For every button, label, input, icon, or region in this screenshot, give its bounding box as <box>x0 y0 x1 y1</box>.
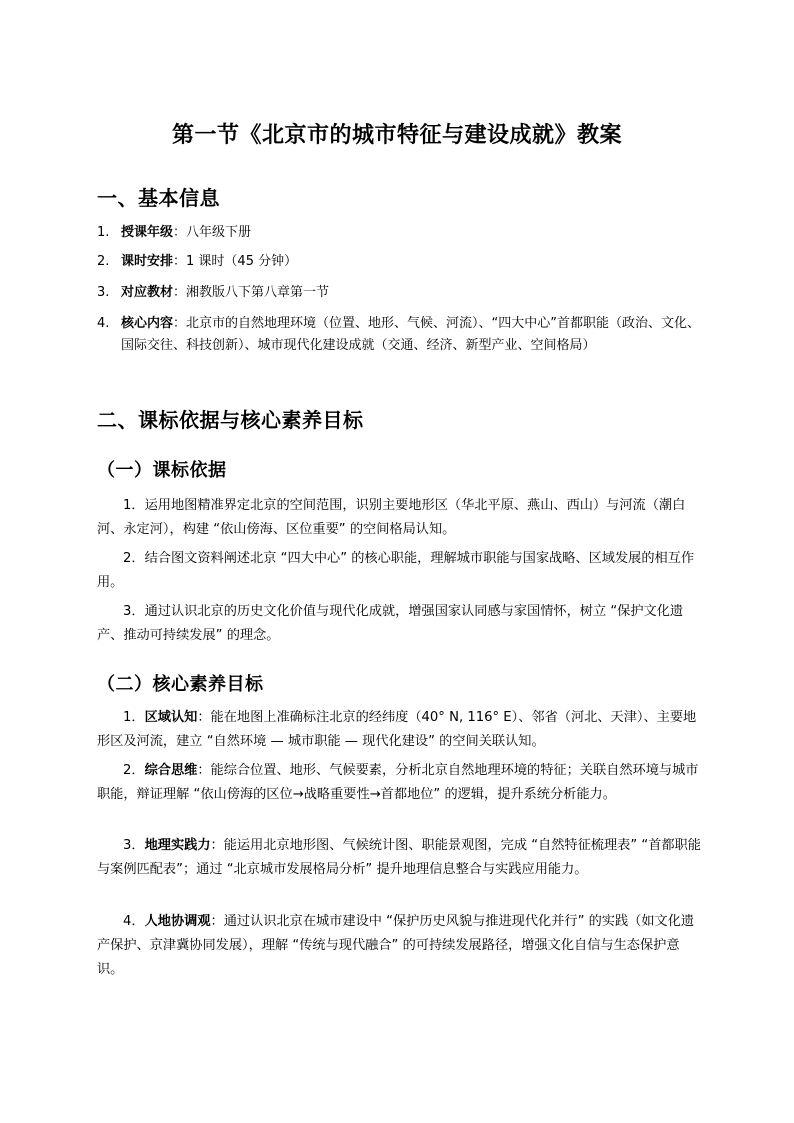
list-number: 1. <box>97 225 110 240</box>
para-label: 人地协调观 <box>144 914 211 929</box>
item-label: 对应教材 <box>121 285 174 300</box>
item-label: 课时安排 <box>121 254 174 269</box>
item-text: ：八年级下册 <box>173 225 252 240</box>
item-label: 授课年级 <box>121 225 174 240</box>
list-number: 4. <box>97 316 110 331</box>
list-item <box>97 222 701 244</box>
para-label: 地理实践力 <box>144 838 211 853</box>
para-text: ：通过认识北京在城市建设中 “保护历史风貌与推进现代化并行” 的实践（如文化遗产保护、京津冀协同发展），理解 “传统与现代融合” 的可持续发展路径，增强文化自信与生态保护意识。 <box>97 914 695 977</box>
item-text: ：1 课时（45 分钟） <box>173 254 298 269</box>
paragraph: 3．通过认识北京的历史文化价值与现代化成就，增强国家认同感与家国情怀，树立 “保护文化遗产、推动可持续发展” 的理念。 <box>97 604 684 643</box>
subsection-heading-standards: （一）课标依据 <box>97 460 227 481</box>
section-heading-standards-goals: 二、课标依据与核心素养目标 <box>97 408 364 432</box>
para-number: 3． <box>123 838 145 853</box>
para-number: 2． <box>123 763 145 778</box>
para-text: ：能综合位置、地形、气候要素，分析北京自然地理环境的特征；关联自然环境与城市职能，辩证理解 “依山傍海的区位→战略重要性→首都地位” 的逻辑，提升系统分析能力。 <box>97 763 699 802</box>
item-label: 核心内容 <box>121 316 174 331</box>
para-text: ：能在地图上准确标注北京的经纬度（40° N, 116° E）、邻省（河北、天津）、主要地形区及河流，建立 “自然环境 — 城市职能 — 现代化建设” 的空间关联认知。 <box>97 710 697 749</box>
document-title: 第一节《北京市的城市特征与建设成就》教案 <box>171 123 622 148</box>
list-item <box>97 313 701 357</box>
item-text: ：湘教版八下第八章第一节 <box>173 285 330 300</box>
paragraph <box>97 706 701 754</box>
list-number: 2. <box>97 254 110 269</box>
item-text: ：北京市的自然地理环境（位置、地形、气候、河流）、“四大中心”首都职能（政治、文化、国际交往、科技创新）、城市现代化建设成就（交通、经济、新型产业、空间格局） <box>121 316 700 353</box>
para-number: 4． <box>123 914 145 929</box>
list-item <box>97 251 701 273</box>
paragraph <box>97 759 701 807</box>
para-label: 区域认知 <box>144 710 198 725</box>
para-text: ：能运用北京地形图、气候统计图、职能景观图，完成 “自然特征梳理表” “首都职能与案例匹配表”；通过 “北京城市发展格局分析” 提升地理信息整合与实践应用能力。 <box>97 838 701 877</box>
subsection-heading-core-literacy: （二）核心素养目标 <box>97 674 264 695</box>
para-number: 1． <box>123 710 145 725</box>
paragraph <box>97 910 701 982</box>
paragraph <box>97 834 701 882</box>
section-heading-basic-info: 一、基本信息 <box>97 186 220 210</box>
para-label: 综合思维 <box>144 763 198 778</box>
list-number: 3. <box>97 285 110 300</box>
list-item <box>97 282 701 304</box>
paragraph: 2．结合图文资料阐述北京 “四大中心” 的核心职能，理解城市职能与国家战略、区域发展的相互作用。 <box>97 551 695 590</box>
paragraph: 1．运用地图精准界定北京的空间范围，识别主要地形区（华北平原、燕山、西山）与河流（潮白河、永定河），构建 “依山傍海、区位重要” 的空间格局认知。 <box>97 498 686 537</box>
